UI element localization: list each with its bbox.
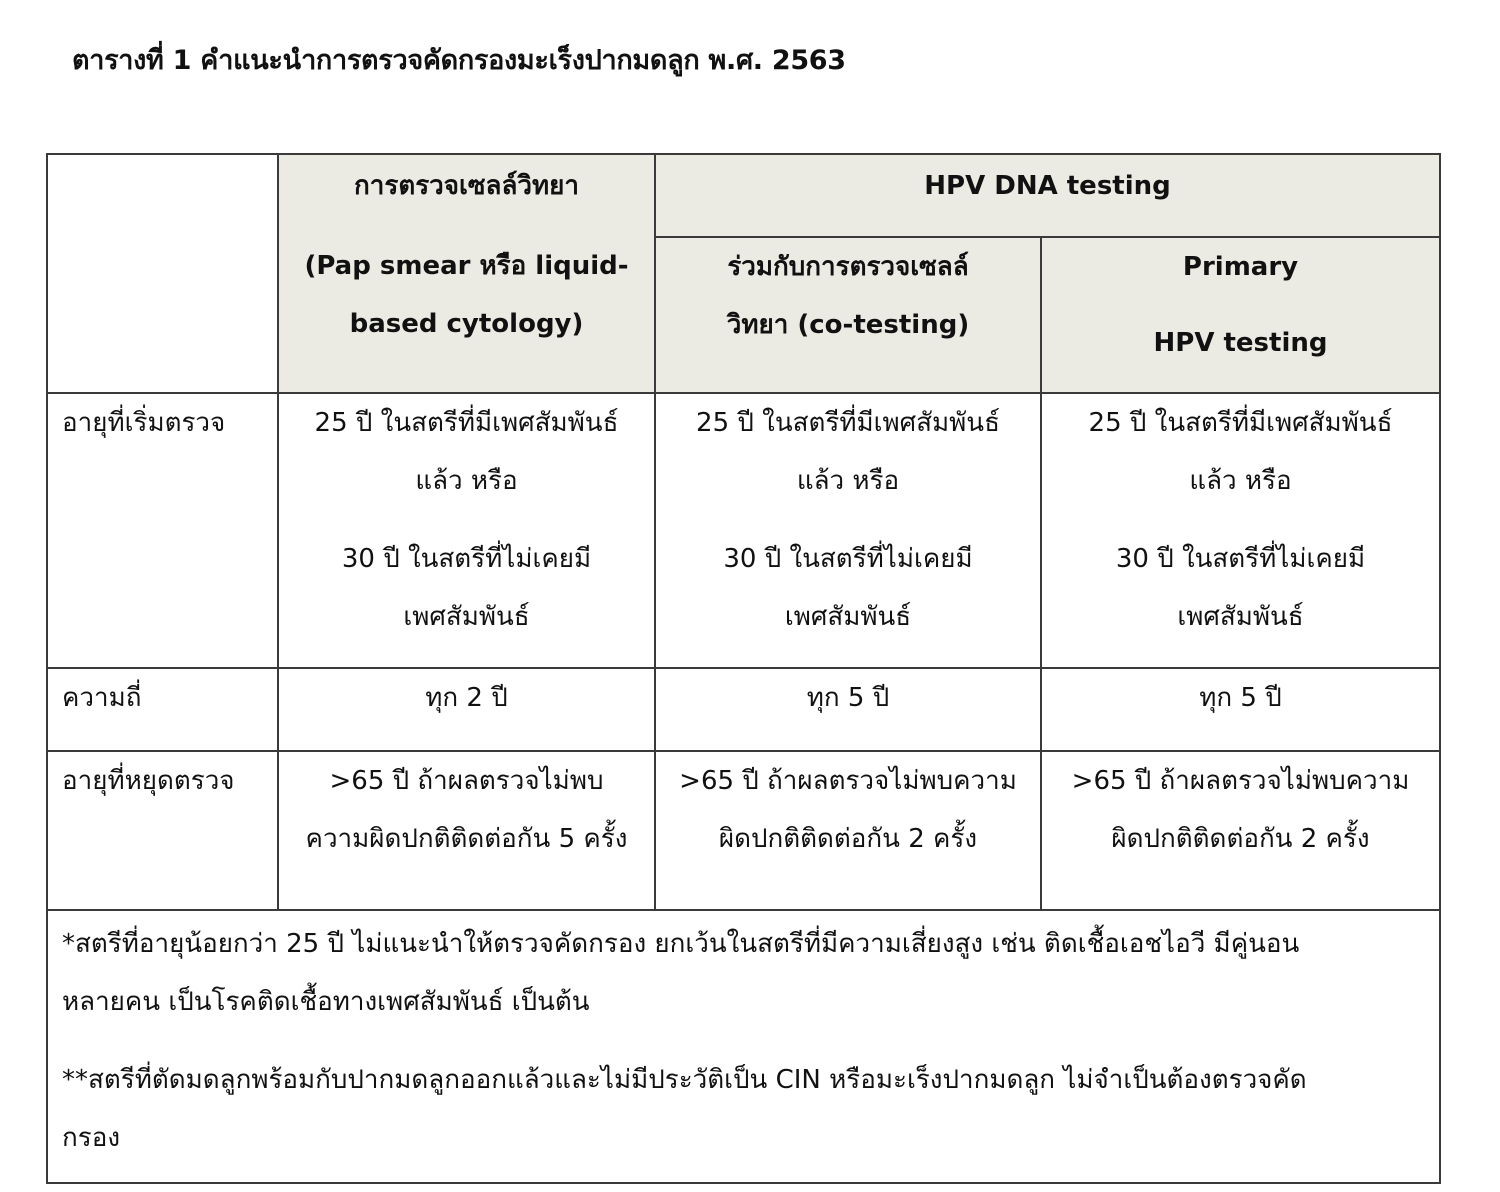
frequency-cotesting [655, 668, 1041, 751]
start-age-cytology-line3: 30 ปี ในสตรีที่ไม่เคยมี [341, 544, 592, 574]
header-cytology-line3: based cytology) [349, 309, 584, 339]
start-age-cotesting [655, 393, 1041, 668]
row-stop-age [47, 751, 1440, 910]
header-cytology [278, 154, 655, 393]
row-label-frequency-text: ความถี่ [62, 683, 142, 713]
stop-age-cotesting [655, 751, 1041, 910]
start-age-primary-line3: 30 ปี ในสตรีที่ไม่เคยมี [1115, 544, 1366, 574]
footnote-1-line1: *สตรีที่อายุน้อยกว่า 25 ปี ไม่แนะนำให้ตรวจคัดกรอง ยกเว้นในสตรีที่มีความเสี่ยงสูง เช่น ติดเชื้อเอชไอวี มีคู่นอน [62, 929, 1300, 959]
frequency-primary-text: ทุก 5 ปี [1199, 683, 1282, 713]
start-age-cytology-line1: 25 ปี ในสตรีที่มีเพศสัมพันธ์ [314, 408, 619, 438]
start-age-cytology-line4: เพศสัมพันธ์ [403, 602, 530, 632]
stop-age-cytology-line1: >65 ปี ถ้าผลตรวจไม่พบ [329, 766, 604, 796]
header-primary [1041, 237, 1440, 393]
frequency-cotesting-text: ทุก 5 ปี [806, 683, 890, 713]
row-label-start-age-text: อายุที่เริ่มตรวจ [62, 408, 226, 438]
table-title: ตารางที่ 1 คำแนะนำการตรวจคัดกรองมะเร็งปากมดลูก พ.ศ. 2563 [72, 45, 846, 76]
row-label-start-age [47, 393, 278, 668]
start-age-cotesting-line3: 30 ปี ในสตรีที่ไม่เคยมี [723, 544, 973, 574]
footnotes [47, 910, 1440, 1183]
start-age-cytology [278, 393, 655, 668]
footnote-2-line1: **สตรีที่ตัดมดลูกพร้อมกับปากมดลูกออกแล้วและไม่มีประวัติเป็น CIN หรือมะเร็งปากมดลูก ไม่จำเป็นต้องตรวจคัด [62, 1065, 1307, 1095]
header-row-top [47, 154, 1440, 237]
header-cytology-line2: (Pap smear หรือ liquid- [304, 251, 629, 281]
start-age-cotesting-line1: 25 ปี ในสตรีที่มีเพศสัมพันธ์ [696, 408, 1000, 438]
header-hpv-group-label: HPV DNA testing [924, 171, 1171, 201]
frequency-cytology [278, 668, 655, 751]
row-label-stop-age-text: อายุที่หยุดตรวจ [62, 766, 235, 796]
stop-age-cotesting-line1: >65 ปี ถ้าผลตรวจไม่พบความ [679, 766, 1017, 796]
stop-age-primary-line2: ผิดปกติติดต่อกัน 2 ครั้ง [1111, 824, 1370, 854]
frequency-primary [1041, 668, 1440, 751]
stop-age-cytology [278, 751, 655, 910]
frequency-cytology-text: ทุก 2 ปี [425, 683, 508, 713]
start-age-primary-line4: เพศสัมพันธ์ [1177, 602, 1304, 632]
header-empty-cell [47, 154, 278, 393]
row-label-stop-age [47, 751, 278, 910]
start-age-cotesting-line2: แล้ว หรือ [796, 466, 900, 496]
header-primary-line1: Primary [1182, 252, 1299, 282]
row-label-frequency [47, 668, 278, 751]
row-start-age [47, 393, 1440, 668]
header-cotesting [655, 237, 1041, 393]
stop-age-cotesting-line2: ผิดปกติติดต่อกัน 2 ครั้ง [718, 824, 978, 854]
row-frequency [47, 668, 1440, 751]
stop-age-primary [1041, 751, 1440, 910]
start-age-cotesting-line4: เพศสัมพันธ์ [784, 602, 912, 632]
footnote-2-line2: กรอง [62, 1123, 121, 1153]
start-age-primary-line1: 25 ปี ในสตรีที่มีเพศสัมพันธ์ [1088, 408, 1393, 438]
row-notes [47, 910, 1440, 1183]
header-hpv-group [655, 154, 1440, 237]
header-cotesting-line1: ร่วมกับการตรวจเซลล์ [727, 252, 969, 282]
start-age-primary-line2: แล้ว หรือ [1189, 466, 1292, 496]
screening-table [46, 153, 1441, 1184]
header-cytology-line1: การตรวจเซลล์วิทยา [354, 171, 579, 201]
start-age-cytology-line2: แล้ว หรือ [415, 466, 518, 496]
stop-age-cytology-line2: ความผิดปกติติดต่อกัน 5 ครั้ง [305, 824, 628, 854]
start-age-primary [1041, 393, 1440, 668]
stop-age-primary-line1: >65 ปี ถ้าผลตรวจไม่พบความ [1071, 766, 1410, 796]
header-primary-line2: HPV testing [1153, 328, 1328, 358]
header-cotesting-line2: วิทยา (co-testing) [726, 310, 970, 340]
footnote-1-line2: หลายคน เป็นโรคติดเชื้อทางเพศสัมพันธ์ เป็นต้น [62, 987, 590, 1017]
